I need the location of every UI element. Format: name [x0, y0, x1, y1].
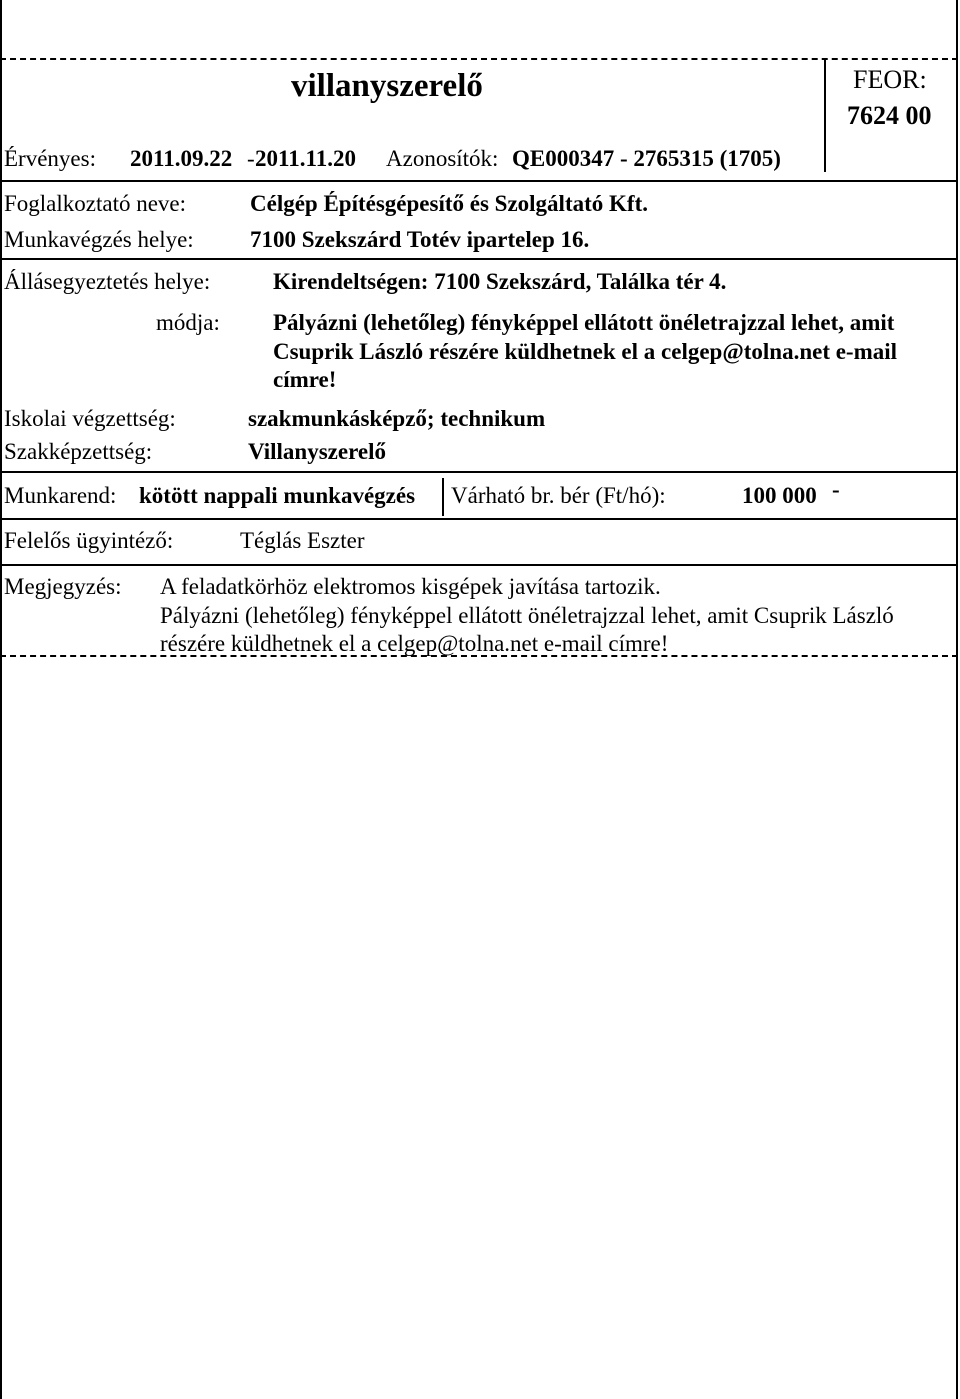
separator-line: [0, 258, 958, 260]
notes-label: Megjegyzés:: [4, 574, 122, 599]
salary-divider: [442, 478, 444, 516]
application-place-label: Állásegyeztetés helye:: [4, 269, 211, 294]
separator-line: [0, 471, 958, 473]
notes-line1: A feladatkörhöz elektromos kisgépek javítása tartozik.: [160, 574, 661, 599]
application-method-line2: Csuprik László részére küldhetnek el a celgep@tolna.net e-mail: [273, 339, 898, 364]
contact-value: Téglás Eszter: [240, 528, 365, 553]
employer-name-label: Foglalkoztató neve:: [4, 191, 187, 216]
application-place-value: Kirendeltségen: 7100 Szekszárd, Találka tér 4.: [273, 269, 727, 294]
application-method-line1: Pályázni (lehetőleg) fényképpel ellátott önéletrajzzal lehet, amit: [273, 310, 895, 335]
separator-line: [0, 180, 958, 182]
qualification-value: Villanyszerelő: [248, 439, 386, 464]
school-value: szakmunkásképző; technikum: [248, 406, 546, 431]
validity-to: 2011.11.20: [255, 146, 356, 171]
school-label: Iskolai végzettség:: [4, 406, 176, 431]
contact-label: Felelős ügyintéző:: [4, 528, 174, 553]
frame-left-border: [0, 0, 2, 1399]
workplace-value: 7100 Szekszárd Totév ipartelep 16.: [250, 227, 590, 252]
application-method-line3: címre!: [273, 367, 337, 392]
salary-label: Várható br. bér (Ft/hó):: [451, 483, 666, 508]
top-dashed-cut-line: [0, 58, 958, 60]
employer-name-value: Célgép Építésgépesítő és Szolgáltató Kft.: [250, 191, 648, 216]
feor-label: FEOR:: [853, 65, 927, 94]
frame-right-border: [956, 0, 958, 1399]
schedule-label: Munkarend:: [4, 483, 117, 508]
validity-from: 2011.09.22: [130, 146, 233, 171]
schedule-value: kötött nappali munkavégzés: [139, 483, 416, 508]
validity-label: Érvényes:: [4, 146, 96, 171]
validity-separator: -: [247, 146, 255, 171]
separator-line: [0, 564, 958, 566]
salary-value: 100 000: [742, 483, 817, 508]
salary-dash: -: [832, 477, 840, 502]
feor-box-divider: [824, 58, 826, 172]
workplace-label: Munkavégzés helye:: [4, 227, 194, 252]
qualification-label: Szakképzettség:: [4, 439, 153, 464]
ids-value: QE000347 - 2765315 (1705): [512, 146, 781, 171]
notes-line2: Pályázni (lehetőleg) fényképpel ellátott önéletrajzzal lehet, amit Csuprik László: [160, 603, 894, 628]
notes-line3: részére küldhetnek el a celgep@tolna.net e-mail címre!: [160, 631, 669, 656]
application-method-label: módja:: [156, 310, 220, 335]
ids-label: Azonosítók:: [386, 146, 499, 171]
job-title: villanyszerelő: [291, 68, 483, 104]
separator-line: [0, 518, 958, 520]
feor-code: 7624 00: [847, 101, 932, 130]
